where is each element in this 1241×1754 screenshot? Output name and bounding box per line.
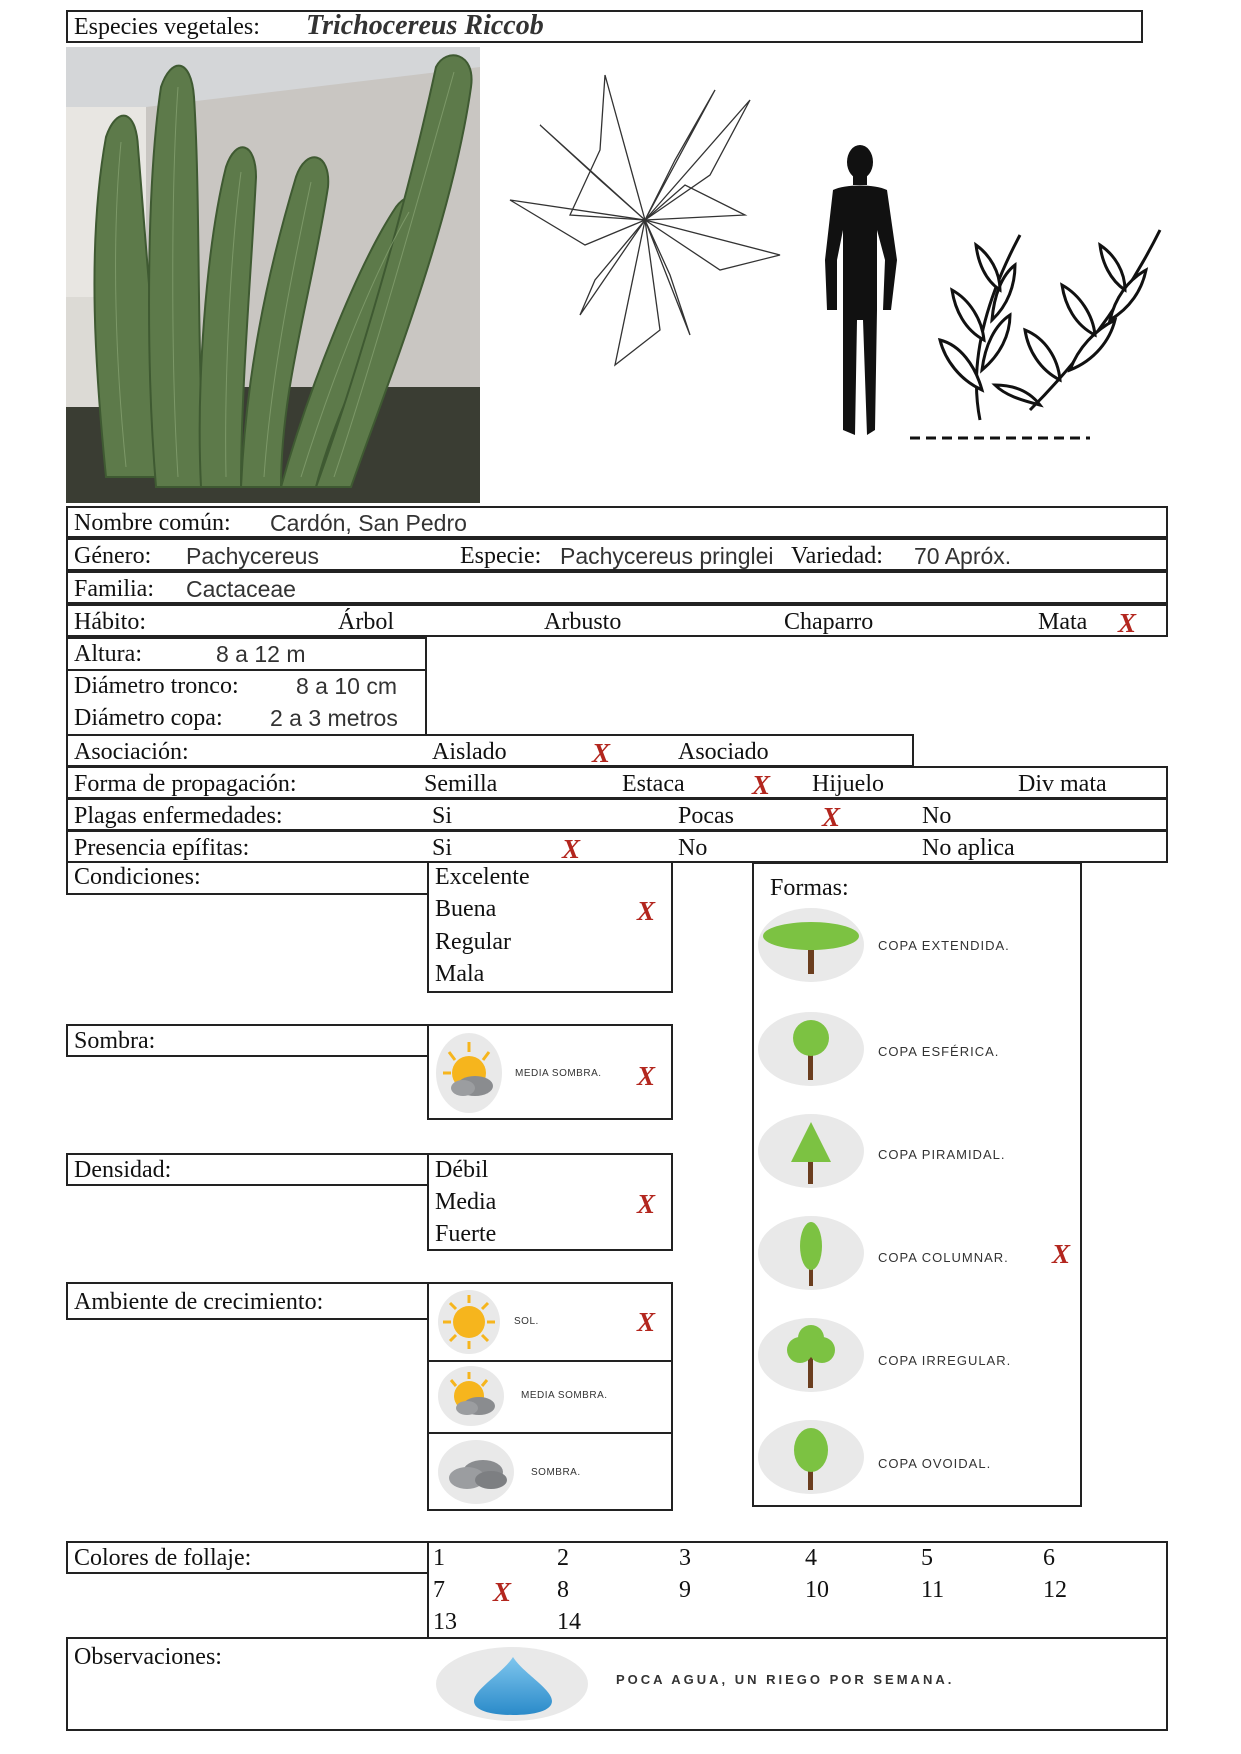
especie-label: Especie:	[460, 543, 542, 569]
copa-esferica-icon	[758, 1014, 864, 1084]
formas-mark: X	[1052, 1239, 1071, 1269]
shade-cloud-icon	[443, 1450, 511, 1494]
row-epifitas	[66, 830, 1168, 863]
tronco-label: Diámetro tronco:	[74, 673, 239, 699]
colores-options-box	[427, 1541, 1168, 1639]
plagas-mark: X	[822, 802, 841, 832]
formas-option-extendida[interactable]: COPA EXTENDIDA.	[878, 938, 1010, 953]
formas-option-irregular[interactable]: COPA IRREGULAR.	[878, 1353, 1012, 1368]
formas-option-piramidal[interactable]: COPA PIRAMIDAL.	[878, 1147, 1006, 1162]
copa-extendida-icon	[758, 912, 864, 978]
colores-label: Colores de follaje:	[74, 1545, 252, 1571]
densidad-option-media[interactable]: Media	[435, 1189, 497, 1215]
sombra-options-box	[427, 1024, 673, 1120]
condiciones-options-box	[427, 862, 673, 993]
variedad-value: 70 Apróx.	[914, 543, 1012, 569]
ambiente-mark: X	[637, 1307, 656, 1337]
formas-panel	[752, 862, 1082, 1507]
genero-value: Pachycereus	[186, 543, 319, 569]
ambiente-options-box	[427, 1282, 673, 1511]
epifitas-option-no[interactable]: No	[678, 835, 708, 861]
asociacion-option-asociado[interactable]: Asociado	[678, 739, 769, 765]
habito-option-arbusto[interactable]: Arbusto	[544, 609, 622, 635]
propagacion-mark: X	[752, 770, 771, 800]
habito-option-chaparro[interactable]: Chaparro	[784, 609, 874, 635]
color-option-3[interactable]: 3	[679, 1545, 691, 1571]
sombra-label: Sombra:	[74, 1028, 156, 1054]
epifitas-mark: X	[562, 834, 581, 864]
ambiente-option-sol[interactable]: SOL.	[514, 1316, 539, 1327]
propagacion-option-hijuelo[interactable]: Hijuelo	[812, 771, 884, 797]
formas-option-ovoidal[interactable]: COPA OVOIDAL.	[878, 1456, 992, 1471]
partial-shade-icon	[439, 1038, 499, 1108]
densidad-option-fuerte[interactable]: Fuerte	[435, 1221, 497, 1247]
copa-value: 2 a 3 metros	[270, 705, 398, 731]
formas-option-columnar[interactable]: COPA COLUMNAR.	[878, 1250, 1009, 1265]
color-option-14[interactable]: 14	[557, 1609, 581, 1635]
especie-value: Pachycereus pringlei	[560, 543, 774, 569]
tronco-value: 8 a 10 cm	[296, 673, 397, 699]
asociacion-option-aislado[interactable]: Aislado	[432, 739, 507, 765]
ambiente-option-media-sombra[interactable]: MEDIA SOMBRA.	[521, 1390, 608, 1401]
nombre-label: Nombre común:	[74, 510, 231, 536]
observaciones-label: Observaciones:	[74, 1644, 222, 1670]
densidad-option-debil[interactable]: Débil	[435, 1157, 489, 1183]
condiciones-option-excelente[interactable]: Excelente	[435, 864, 530, 890]
densidad-label: Densidad:	[74, 1157, 172, 1183]
altura-value: 8 a 12 m	[216, 641, 306, 667]
color-option-1[interactable]: 1	[433, 1545, 445, 1571]
ambiente-option-sombra[interactable]: SOMBRA.	[531, 1467, 581, 1478]
row-plagas	[66, 798, 1168, 831]
propagacion-option-estaca[interactable]: Estaca	[622, 771, 685, 797]
row-genero	[66, 538, 1168, 571]
plagas-option-pocas[interactable]: Pocas	[678, 803, 734, 829]
plant-plan-symbol	[500, 65, 790, 375]
condiciones-label: Condiciones:	[74, 864, 201, 890]
color-option-11[interactable]: 11	[921, 1577, 945, 1603]
copa-piramidal-icon	[758, 1116, 864, 1186]
sombra-mark: X	[637, 1061, 656, 1091]
color-option-2[interactable]: 2	[557, 1545, 569, 1571]
color-option-4[interactable]: 4	[805, 1545, 817, 1571]
observaciones-text: POCA AGUA, UN RIEGO POR SEMANA.	[616, 1672, 955, 1687]
propagacion-option-semilla[interactable]: Semilla	[424, 771, 498, 797]
propagacion-option-divmata[interactable]: Div mata	[1018, 771, 1107, 797]
propagacion-label: Forma de propagación:	[74, 771, 297, 797]
row-propagacion	[66, 766, 1168, 799]
plagas-label: Plagas enfermedades:	[74, 803, 283, 829]
habito-label: Hábito:	[74, 609, 146, 635]
colores-label-box	[66, 1541, 429, 1574]
plagas-option-si[interactable]: Si	[432, 803, 453, 829]
densidad-options-box	[427, 1153, 673, 1251]
ambiente-label: Ambiente de crecimiento:	[74, 1289, 324, 1315]
formas-label: Formas:	[770, 875, 849, 901]
genero-label: Género:	[74, 543, 152, 569]
familia-label: Familia:	[74, 576, 154, 602]
sombra-caption: MEDIA SOMBRA.	[515, 1068, 602, 1079]
formas-option-esferica[interactable]: COPA ESFÉRICA.	[878, 1044, 1000, 1059]
color-option-5[interactable]: 5	[921, 1545, 933, 1571]
cactus-photo	[66, 47, 480, 503]
copa-label: Diámetro copa:	[74, 705, 223, 731]
color-option-9[interactable]: 9	[679, 1577, 691, 1603]
condiciones-label-box	[66, 862, 429, 895]
habito-option-mata[interactable]: Mata	[1038, 609, 1088, 635]
densidad-label-box	[66, 1153, 429, 1186]
row-habito	[66, 604, 1168, 637]
familia-value: Cactaceae	[186, 576, 296, 602]
habito-mark: X	[1118, 608, 1137, 638]
epifitas-option-si[interactable]: Si	[432, 835, 453, 861]
plant-sketch-icon	[910, 220, 1175, 445]
sun-icon	[441, 1293, 497, 1351]
asociacion-mark: X	[592, 738, 611, 768]
partial-shade-icon-2	[441, 1368, 501, 1424]
sombra-label-box	[66, 1024, 429, 1057]
copa-columnar-icon	[758, 1218, 864, 1288]
condiciones-option-buena[interactable]: Buena	[435, 896, 497, 922]
species-name: Trichocereus Riccob	[306, 10, 544, 41]
color-option-6[interactable]: 6	[1043, 1545, 1055, 1571]
copa-ovoidal-icon	[758, 1422, 864, 1492]
nombre-value: Cardón, San Pedro	[270, 510, 467, 536]
epifitas-option-noaplica[interactable]: No aplica	[922, 835, 1015, 861]
asociacion-label: Asociación:	[74, 739, 189, 765]
header-box	[66, 10, 1143, 43]
color-option-13[interactable]: 13	[433, 1609, 457, 1635]
header-label: Especies vegetales:	[74, 14, 260, 40]
dimensions-box	[66, 637, 427, 736]
color-option-7[interactable]: 7	[433, 1577, 445, 1603]
densidad-mark: X	[637, 1189, 656, 1219]
plagas-option-no[interactable]: No	[922, 803, 952, 829]
water-drop-icon	[468, 1653, 558, 1717]
copa-irregular-icon	[758, 1320, 864, 1390]
color-option-10[interactable]: 10	[805, 1577, 829, 1603]
altura-label: Altura:	[74, 641, 142, 667]
color-option-12[interactable]: 12	[1043, 1577, 1067, 1603]
row-asociacion	[66, 734, 914, 767]
condiciones-mark: X	[637, 896, 656, 926]
variedad-label: Variedad:	[791, 543, 883, 569]
row-familia	[66, 571, 1168, 604]
condiciones-option-mala[interactable]: Mala	[435, 961, 485, 987]
colores-mark: X	[493, 1577, 512, 1607]
observaciones-box	[66, 1637, 1168, 1731]
row-nombre	[66, 506, 1168, 538]
epifitas-label: Presencia epífitas:	[74, 835, 250, 861]
condiciones-option-regular[interactable]: Regular	[435, 929, 511, 955]
ambiente-label-box	[66, 1282, 429, 1320]
color-option-8[interactable]: 8	[557, 1577, 569, 1603]
habito-option-arbol[interactable]: Árbol	[338, 609, 394, 635]
human-scale-icon	[815, 140, 905, 440]
